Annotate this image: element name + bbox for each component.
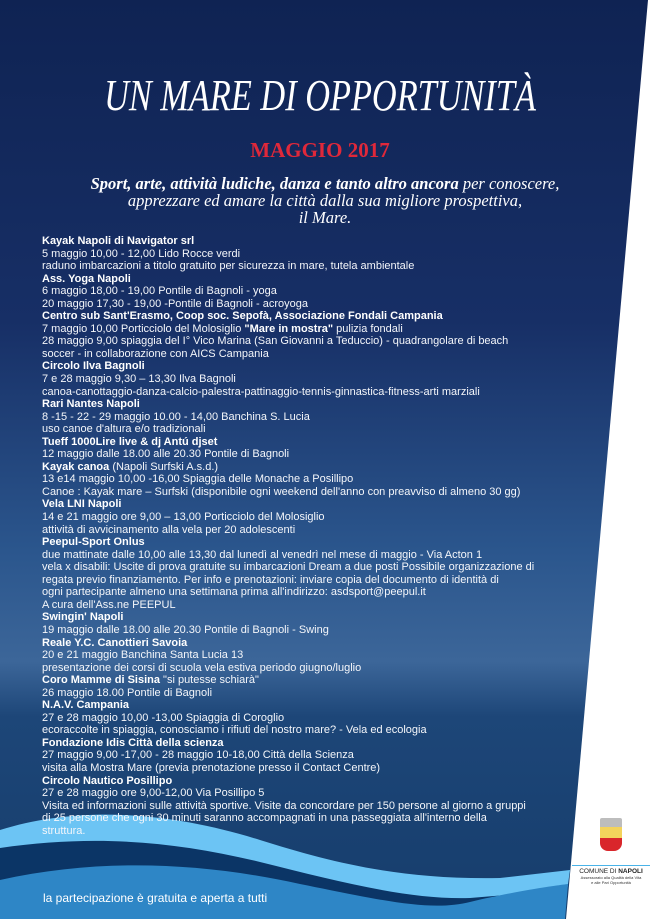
- organizer-heading: [42, 737, 582, 750]
- program-line: [42, 260, 582, 273]
- logo-department-1: Assessorato alla Qualità della Vita: [580, 875, 642, 880]
- text: Canoe : Kayak mare – Surfski (disponibile ogni weekend dell'anno con preavviso di almeno 30 gg): [42, 485, 521, 498]
- text: canoa-canottaggio-danza-calcio-palestra-pattinaggio-tennis-ginnastica-fitness-arti marziali: [42, 385, 480, 398]
- program-line: [42, 549, 582, 562]
- text: di 25 persone che ogni 30 minuti saranno accompagnati in una passeggiata all'interno della: [42, 812, 487, 825]
- text: 27 e 28 maggio 10,00 -13,00 Spiaggia di Coroglio: [42, 711, 285, 724]
- program-line: [42, 687, 582, 700]
- bold-text: Circolo Ilva Bagnoli: [42, 360, 145, 373]
- program-line: [42, 649, 582, 662]
- organizer-heading: [42, 611, 582, 624]
- text: presentazione dei corsi di scuola vela estiva periodo giugno/luglio: [42, 661, 362, 674]
- text: ecoraccolte in spiaggia, conosciamo i rifiuti del nostro mare? - Vela ed ecologia: [42, 724, 427, 737]
- program-line: [42, 812, 582, 825]
- program-line: [42, 524, 582, 537]
- program-line: [42, 787, 582, 800]
- bold-text: Coro Mamme di Sisina: [42, 674, 160, 687]
- program-line: [42, 461, 582, 474]
- program-line: [42, 448, 582, 461]
- program-line: [42, 511, 582, 524]
- program-line: [42, 712, 582, 725]
- organizer-heading: [42, 637, 582, 650]
- text: 8 -15 - 22 - 29 maggio 10.00 - 14,00 Banchina S. Lucia: [42, 410, 310, 423]
- program-line: [42, 586, 582, 599]
- bold-text: Rari Nantes Napoli: [42, 398, 140, 411]
- program-line: [42, 724, 582, 737]
- program-line: [42, 599, 582, 612]
- organizer-heading: [42, 235, 582, 248]
- text: 20 e 21 maggio Banchina Santa Lucia 13: [42, 649, 244, 662]
- bold-text: Swingin' Napoli: [42, 611, 124, 624]
- bold-text: N.A.V. Campania: [42, 699, 130, 712]
- program-line: [42, 411, 582, 424]
- program-line: [42, 624, 582, 637]
- program-line: [42, 574, 582, 587]
- text: due mattinate dalle 10,00 alle 13,30 dal lunedì al venedrì nel mese di maggio - Via Acton 1: [42, 548, 483, 561]
- text: 28 maggio 9,00 spiaggia del I° Vico Marina (San Giovanni a Teduccio) - quadrangolare di beach: [42, 335, 509, 348]
- text: regata previo finanziamento. Per info e prenotazioni: inviare copia del documento di identità di: [42, 573, 499, 586]
- program-line: [42, 298, 582, 311]
- footer-note: la partecipazione è gratuita e aperta a tutti: [43, 891, 268, 905]
- text: A cura dell'Ass.ne PEEPUL: [42, 598, 176, 611]
- napoli-crest-icon: [600, 818, 622, 851]
- subtitle-bold: Sport, arte, attività ludiche, danza e tanto altro ancora: [90, 174, 459, 193]
- bold-text: Tueff 1000Lire live & dj Antú djset: [42, 435, 218, 448]
- text: pulizia fondali: [333, 322, 403, 335]
- logo-name-bold: NAPOLI: [618, 868, 643, 875]
- text: 27 maggio 9,00 -17,00 - 28 maggio 10-18,00 Città della Scienza: [42, 749, 354, 762]
- program-line: [42, 373, 582, 386]
- text: 20 maggio 17,30 - 19,00 -Pontile di Bagnoli - acroyoga: [42, 297, 309, 310]
- organizer-heading: [42, 273, 582, 286]
- poster-month: MAGGIO 2017: [250, 138, 390, 162]
- text: (Napoli Surfski A.s.d.): [109, 460, 219, 473]
- bold-text: Circolo Nautico Posillipo: [42, 774, 173, 787]
- text: 7 e 28 maggio 9,30 – 13,30 Ilva Bagnoli: [42, 373, 236, 386]
- bold-text: Fondazione Idis Città della scienza: [42, 736, 224, 749]
- poster-subtitle: [40, 175, 610, 226]
- program-line: [42, 423, 582, 436]
- text: soccer - in collaborazione con AICS Campania: [42, 347, 269, 360]
- text: struttura.: [42, 824, 86, 837]
- bold-text: "Mare in mostra": [244, 322, 334, 335]
- logo-name: [572, 865, 650, 875]
- program-line: [42, 486, 582, 499]
- text: 7 maggio 10,00 Porticciolo del Molosiglio: [42, 322, 245, 335]
- text: uso canoe d'altura e/o tradizionali: [42, 423, 206, 436]
- organizer-heading: [42, 310, 582, 323]
- bold-text: Ass. Yoga Napoli: [42, 272, 131, 285]
- text: 13 e14 maggio 10,00 -16,00 Spiaggia delle Monache a Posillipo: [42, 473, 354, 486]
- organizer-heading: [42, 699, 582, 712]
- organizer-heading: [42, 360, 582, 373]
- logo-name-regular: COMUNE DI: [579, 868, 619, 875]
- program-list: [42, 235, 582, 837]
- subtitle-rest: per conoscere,: [458, 174, 560, 193]
- program-line: [42, 348, 582, 361]
- organizer-heading: [42, 536, 582, 549]
- program-line: [42, 800, 582, 813]
- text: attività di avvicinamento alla vela per 20 adolescenti: [42, 523, 296, 536]
- program-line: [42, 825, 582, 838]
- bold-text: Vela LNI Napoli: [42, 498, 122, 511]
- organizer-heading: [42, 498, 582, 511]
- text: 5 maggio 10,00 - 12,00 Lido Rocce verdi: [42, 247, 241, 260]
- text: 19 maggio dalle 18.00 alle 20.30 Pontile di Bagnoli - Swing: [42, 623, 329, 636]
- bold-text: Peepul-Sport Onlus: [42, 536, 145, 549]
- subtitle-line-2: apprezzare ed amare la città dalla sua migliore prospettiva,: [127, 191, 523, 210]
- program-line: [42, 749, 582, 762]
- text: 6 maggio 18,00 - 19,00 Pontile di Bagnoli - yoga: [42, 285, 277, 298]
- text: 26 maggio 18.00 Pontile di Bagnoli: [42, 686, 213, 699]
- program-line: [42, 335, 582, 348]
- organizer-heading: [42, 398, 582, 411]
- program-line: [42, 473, 582, 486]
- text: raduno imbarcazioni a titolo gratuito per sicurezza in mare, tutela ambientale: [42, 260, 415, 273]
- bold-text: Kayak canoa: [42, 460, 110, 473]
- text: ogni partecipante almeno una settimana prima all'indirizzo: asdsport@peepul.it: [42, 586, 426, 599]
- program-line: [42, 561, 582, 574]
- bold-text: Centro sub Sant'Erasmo, Coop soc. Sepofà, Associazione Fondali Campania: [42, 310, 443, 323]
- logo-department-2: e alle Pari Opportunità: [591, 880, 631, 885]
- text: "si putesse schiarà": [159, 674, 259, 687]
- text: 12 maggio dalle 18.00 alle 20.30 Pontile di Bagnoli: [42, 448, 290, 461]
- bold-text: Kayak Napoli di Navigator srl: [42, 235, 195, 247]
- poster-title: UN MARE DI OPPORTUNITÀ: [104, 71, 536, 120]
- text: visita alla Mostra Mare (previa prenotazione presso il Contact Centre): [42, 761, 381, 774]
- program-line: [42, 285, 582, 298]
- text: 27 e 28 maggio ore 9,00-12,00 Via Posillipo 5: [42, 787, 265, 800]
- subtitle-line-3: il Mare.: [298, 208, 352, 227]
- program-line: [42, 248, 582, 261]
- program-line: [42, 662, 582, 675]
- program-line: [42, 674, 582, 687]
- text: Visita ed informazioni sulle attività sportive. Visite da concordare per 150 persone al giorno a gruppi: [42, 799, 526, 812]
- program-line: [42, 762, 582, 775]
- program-line: [42, 323, 582, 336]
- organizer-heading: [42, 436, 582, 449]
- comune-di-napoli-logo: [572, 818, 650, 885]
- organizer-heading: [42, 775, 582, 788]
- bold-text: Reale Y.C. Canottieri Savoia: [42, 636, 188, 649]
- program-line: [42, 386, 582, 399]
- text: vela x disabili: Uscite di prova gratuite su imbarcazioni Dream a due posti Possibile organizzazione di: [42, 561, 535, 574]
- text: 14 e 21 maggio ore 9,00 – 13,00 Porticciolo del Molosiglio: [42, 511, 325, 524]
